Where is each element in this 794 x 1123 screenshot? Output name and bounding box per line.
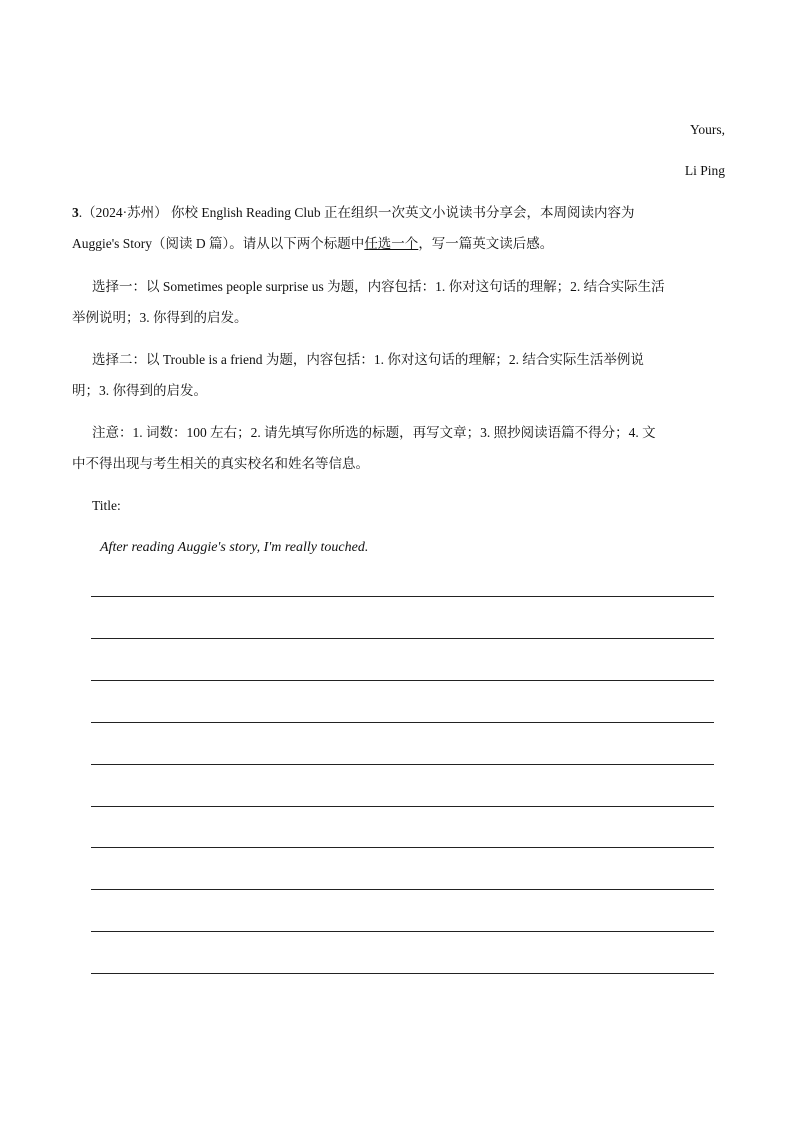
option-1-line-1: 选择一：以 Sometimes people surprise us 为题，内容包括：1. 你对这句话的理解；2. 结合实际生活 — [92, 279, 665, 294]
writing-line — [91, 806, 714, 807]
underlined-choose-one: 任选一个 — [364, 236, 419, 251]
writing-line — [91, 931, 714, 932]
given-opening-sentence: After reading Auggie's story, I'm really touched. — [100, 540, 369, 555]
writing-line — [91, 847, 714, 848]
note-line-2: 中不得出现与考生相关的真实校名和姓名等信息。 — [72, 456, 369, 471]
letter-signature: Li Ping — [684, 163, 725, 178]
question-intro-text: 你校 English Reading Club 正在组织一次英文小说读书分享会，本周阅读内容为 — [171, 205, 635, 220]
writing-line — [91, 764, 714, 765]
writing-line — [91, 973, 714, 974]
writing-line — [91, 722, 714, 723]
question-intro-line-2: Auggie's Story（阅读 D 篇）。请从以下两个标题中任选一个，写一篇英文读后感。 — [72, 236, 554, 251]
option-2-line-2: 明；3. 你得到的启发。 — [72, 383, 207, 398]
option-1-line-2: 举例说明；3. 你得到的启发。 — [72, 310, 248, 325]
option-2-line-1: 选择二：以 Trouble is a friend 为题，内容包括：1. 你对这句话的理解；2. 结合实际生活举例说 — [92, 352, 644, 367]
note-line-1: 注意：1. 词数：100 左右；2. 请先填写你所选的标题，再写文章；3. 照抄阅读语篇不得分；4. 文 — [92, 425, 656, 440]
writing-line — [91, 680, 714, 681]
question-number: 3 — [72, 205, 79, 220]
title-label: Title: — [92, 498, 121, 513]
question-source: （2024·苏州） — [82, 205, 168, 220]
writing-line — [91, 596, 714, 597]
letter-closing: Yours, — [689, 122, 725, 137]
writing-line — [91, 638, 714, 639]
writing-line — [91, 889, 714, 890]
question-intro-line-1: 3.（2024·苏州） 你校 English Reading Club 正在组织一次英文小说读书分享会，本周阅读内容为 — [72, 205, 635, 220]
